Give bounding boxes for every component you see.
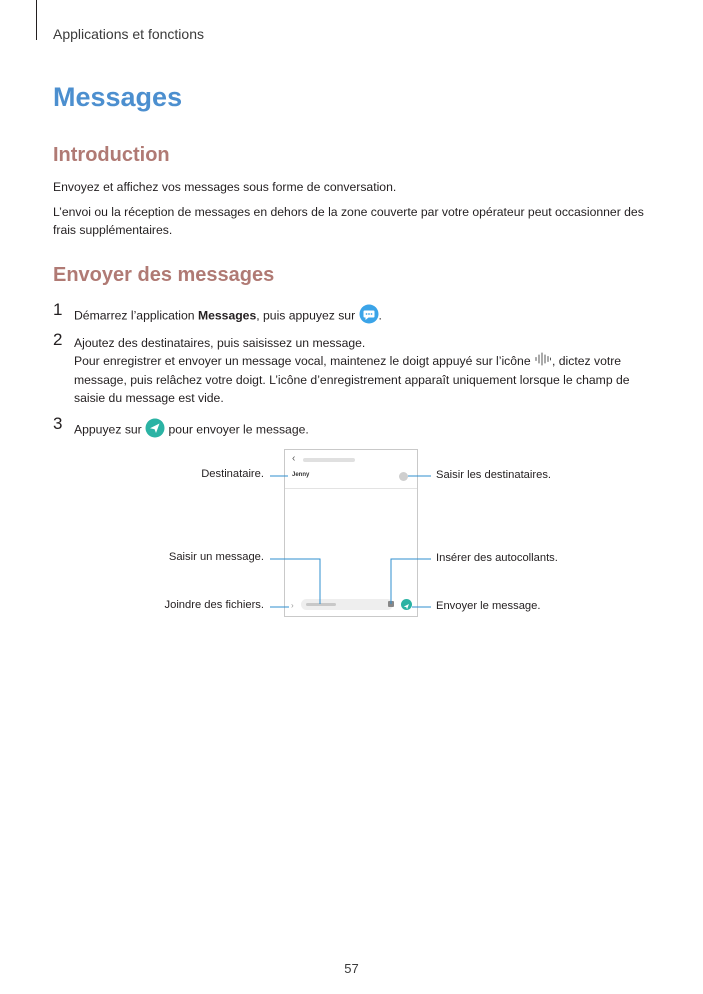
callout-saisir-message: Saisir un message.: [168, 551, 264, 563]
intro-heading: Introduction: [53, 144, 170, 166]
step-2-number: 2: [53, 330, 63, 349]
step-3-post: pour envoyer le message.: [165, 422, 309, 437]
step-3-number: 3: [53, 414, 63, 433]
line-saisir-message: [270, 559, 320, 604]
section-header: Applications et fonctions: [53, 26, 204, 42]
callout-destinataire: Destinataire.: [201, 468, 264, 480]
step-2-line2-pre: Pour enregistrer et envoyer un message vocal, maintenez le doigt appuyé sur l’icône: [74, 354, 531, 368]
back-icon[interactable]: ‹: [292, 453, 296, 464]
recipient-chip[interactable]: Jenny: [292, 472, 310, 478]
step-2-line3: message, puis relâchez votre doigt. L’icône d’enregistrement apparaît uniquement lorsque le champ de: [74, 373, 630, 388]
step-1-app-name: Messages: [197, 308, 257, 323]
step-1-post: , puis appuyez sur: [256, 308, 356, 323]
step-1-end: .: [378, 308, 382, 323]
step-1-number: 1: [53, 300, 63, 319]
step-3-pre: Appuyez sur: [74, 422, 142, 437]
callout-envoyer: Envoyer le message.: [436, 600, 541, 612]
page-title: Messages: [53, 82, 183, 112]
callout-autocollants: Insérer des autocollants.: [436, 552, 558, 564]
page-number: 57: [344, 961, 359, 976]
callout-saisir-destinataires: Saisir les destinataires.: [436, 469, 552, 481]
intro-paragraph-2-line2: frais supplémentaires.: [53, 223, 173, 237]
intro-paragraph-1: Envoyez et affichez vos messages sous forme de conversation.: [53, 180, 397, 194]
step-1-pre: Démarrez l’application: [74, 308, 198, 323]
send-heading: Envoyer des messages: [53, 264, 275, 286]
callout-joindre: Joindre des fichiers.: [164, 599, 264, 611]
line-autocollants: [391, 559, 431, 604]
step-2-line2-post: , dictez votre: [552, 354, 622, 368]
intro-paragraph-2-line1: L’envoi ou la réception de messages en dehors de la zone couverte par votre opérateur peut occasionner des: [53, 205, 644, 219]
attach-icon[interactable]: ›: [291, 601, 294, 610]
step-2-line4: saisie du message est vide.: [74, 391, 224, 406]
step-2-line1: Ajoutez des destinataires, puis saisissez un message.: [74, 336, 366, 350]
